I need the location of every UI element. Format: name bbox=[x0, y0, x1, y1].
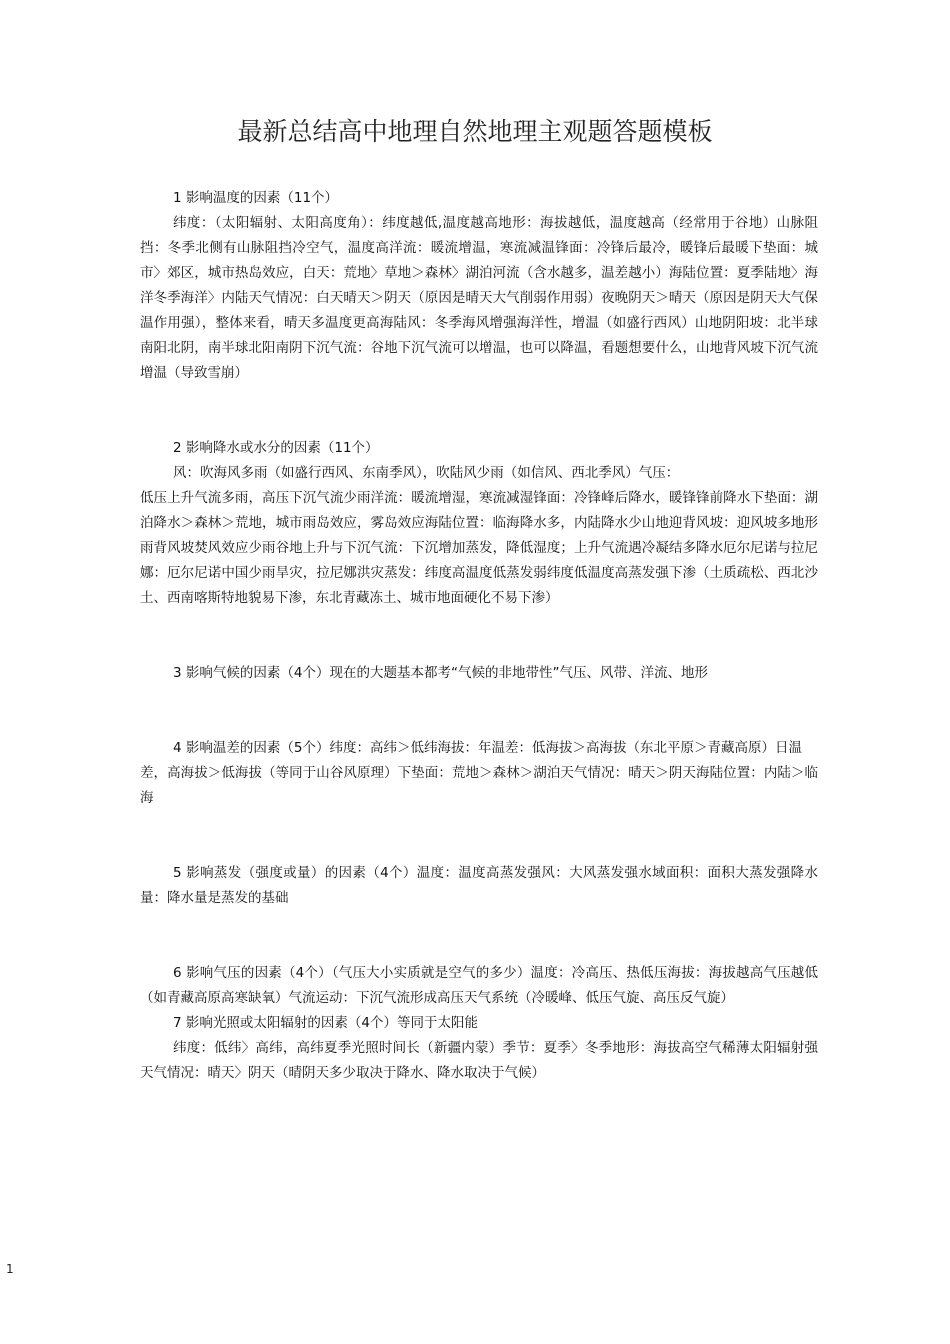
section-gap bbox=[140, 811, 818, 861]
section-paragraph: 纬度：低纬〉高纬，高纬夏季光照时间长（新疆内蒙）季节：夏季〉冬季地形：海拔高空气稀薄太阳辐射强天气情况：晴天〉阴天（晴阴天多少取决于降水、降水取决于气候） bbox=[140, 1040, 818, 1081]
section-paragraph: 纬度：（太阳辐射、太阳高度角）：纬度越低,温度越高地形：海拔越低，温度越高（经常用于谷地）山脉阻挡：冬季北侧有山脉阻挡冷空气，温度高洋流：暖流增温，寒流减温锋面：冷锋后最冷，暖锋后最暖下垫面：城市〉郊区，城市热岛效应，白天：荒地〉草地＞森林〉湖泊河流（含水越多，温差越小）海陆位置：夏季陆地〉海洋冬季海洋〉内陆天气情况：白天晴天＞阴天（原因是晴天大气削弱作用弱）夜晚阴天＞晴天（原因是阴天大气保温作用强），整体来看，晴天多温度更高海陆风：冬季海风增强海洋性，增温（如盛行西风）山地阴阳坡：北半球南阳北阴，南半球北阳南阴下沉气流：谷地下沉气流可以增温，也可以降温，看题想要什么，山地背风坡下沉气流增温（导致雪崩） bbox=[140, 215, 818, 381]
section-sunlight bbox=[140, 1011, 818, 1086]
section-heading: 7 影响光照或太阳辐射的因素（4个）等同于太阳能 bbox=[173, 1015, 478, 1031]
section-climate bbox=[140, 661, 818, 686]
section-gap bbox=[140, 611, 818, 661]
section-temperature-range bbox=[140, 736, 818, 811]
section-gap bbox=[140, 911, 818, 961]
section-paragraph: 风：吹海风多雨（如盛行西风、东南季风），吹陆风少雨（如信风、西北季风）气压： bbox=[173, 465, 680, 481]
section-gap bbox=[140, 686, 818, 736]
section-heading: 1 影响温度的因素（11个） bbox=[173, 190, 339, 206]
document-title: 最新总结高中地理自然地理主观题答题模板 bbox=[237, 117, 713, 146]
section-heading: 2 影响降水或水分的因素（11个） bbox=[173, 440, 379, 456]
section-heading: 4 影响温差的因素（5个）纬度：高纬＞低纬海拔：年温差：低海拔＞高海拔（东北平原＞青藏高原）日温 bbox=[173, 740, 802, 756]
section-precipitation bbox=[140, 436, 818, 611]
section-pressure bbox=[140, 961, 818, 1011]
section-paragraph-continued: 低压上升气流多雨，高压下沉气流少雨洋流：暖流增湿，寒流减湿锋面：冷锋峰后降水，暖锋锋前降水下垫面：湖泊降水＞森林＞荒地，城市雨岛效应，雾岛效应海陆位置：临海降水多，内陆降水少山地迎背风坡：迎风坡多地形雨背风坡焚风效应少雨谷地上升与下沉气流：下沉增加蒸发，降低湿度；上升气流遇冷凝结多降水厄尔尼诺与拉尼娜：厄尔尼诺中国少雨旱灾，拉尼娜洪灾蒸发：纬度高温度低蒸发弱纬度低温度高蒸发强下渗（土质疏松、西北沙土、西南喀斯特地貌易下渗，东北青藏冻土、城市地面硬化不易下渗） bbox=[140, 490, 818, 606]
section-temperature bbox=[140, 186, 818, 386]
document-body bbox=[140, 186, 818, 1086]
page-number: 1 bbox=[6, 1262, 14, 1276]
section-paragraph: 6 影响气压的因素（4个）（气压大小实质就是空气的多少）温度：冷高压、热低压海拔：海拔越高气压越低（如青藏高原高寒缺氧）气流运动：下沉气流形成高压天气系统（冷暖峰、低压气旋、高压反气旋） bbox=[140, 965, 818, 1006]
section-heading: 3 影响气候的因素（4个）现在的大题基本都考“气候的非地带性”气压、风带、洋流、地形 bbox=[173, 665, 708, 681]
section-evaporation bbox=[140, 861, 818, 911]
section-paragraph: 5 影响蒸发（强度或量）的因素（4个）温度：温度高蒸发强风：大风蒸发强水域面积：面积大蒸发强降水量：降水量是蒸发的基础 bbox=[140, 865, 818, 906]
section-paragraph-continued: 差，高海拔＞低海拔（等同于山谷风原理）下垫面：荒地＞森林＞湖泊天气情况：晴天＞阴天海陆位置：内陆＞临海 bbox=[140, 765, 818, 806]
section-gap bbox=[140, 386, 818, 436]
